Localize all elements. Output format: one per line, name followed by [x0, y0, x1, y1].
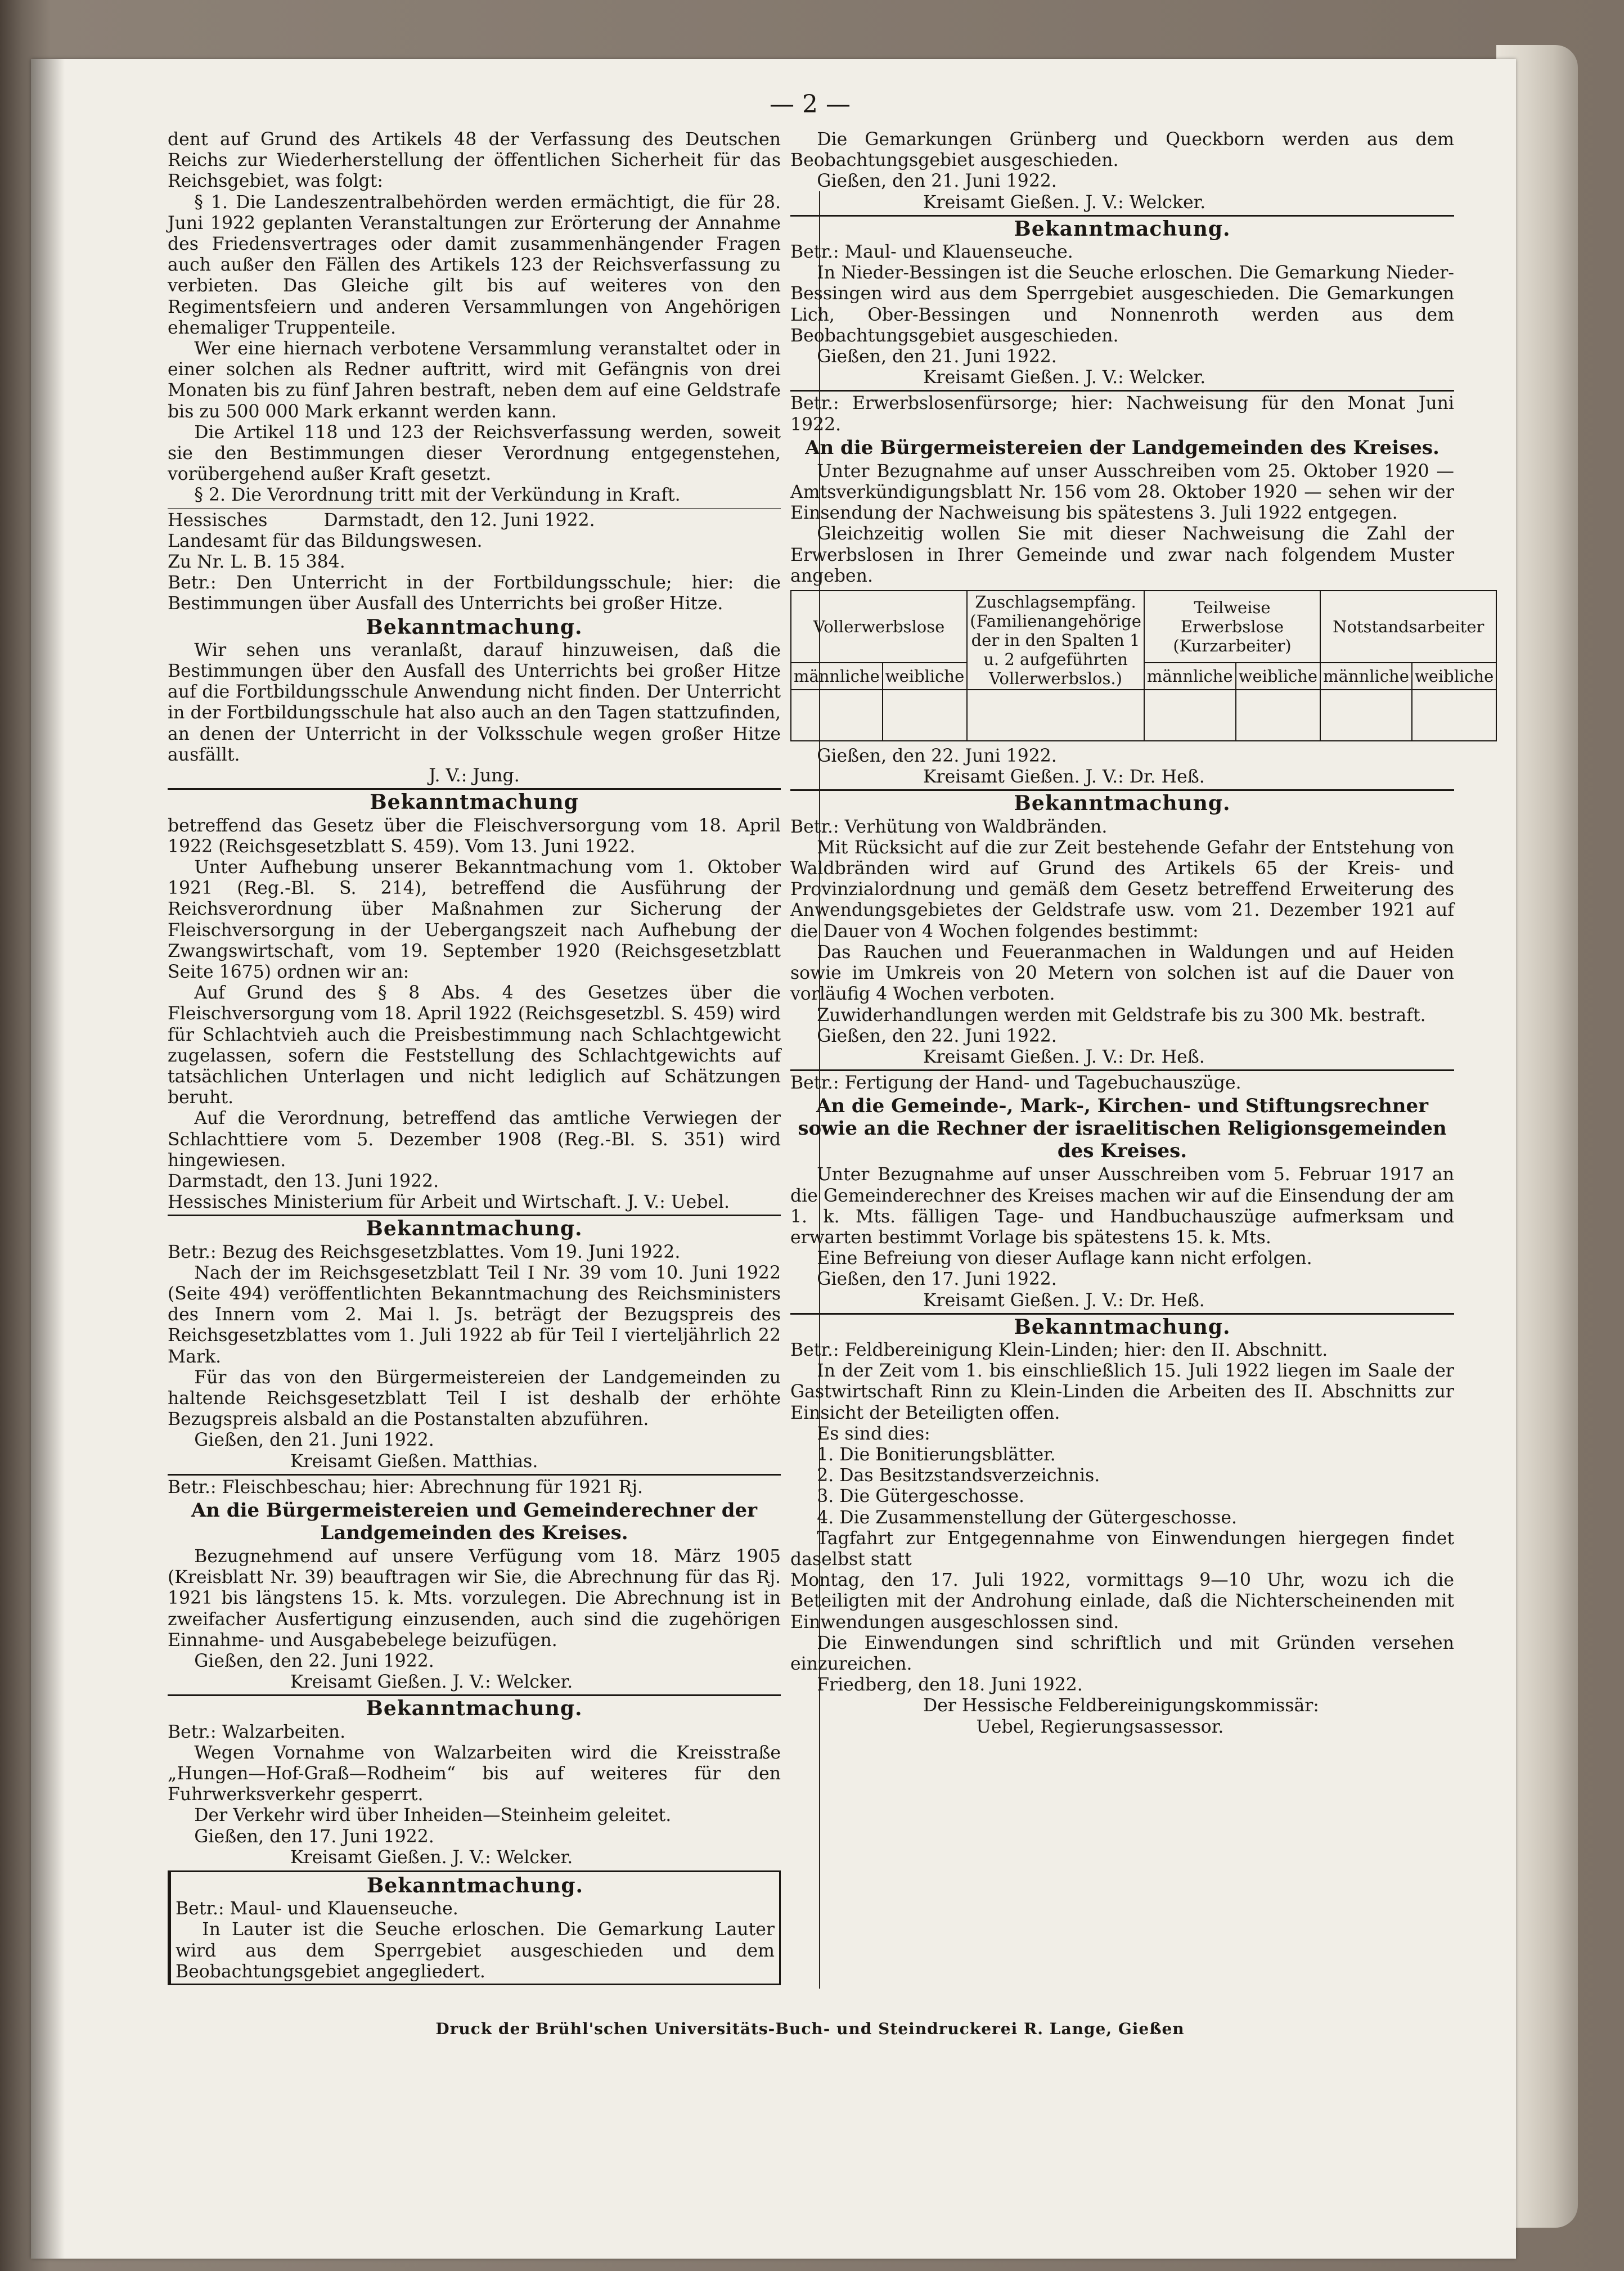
date-line: Gießen, den 21. Juni 1922.	[817, 347, 1057, 367]
section-heading: Bekanntmachung.	[366, 1697, 583, 1721]
signature: J. V.: Jung.	[429, 766, 520, 786]
rule	[790, 1313, 1454, 1315]
signature: Kreisamt Gießen. Matthias.	[290, 1451, 538, 1472]
paragraph: Tagfahrt zur Entgegennahme von Einwendungen hiergegen findet daselbst statt	[790, 1528, 1454, 1570]
date-line: Gießen, den 21. Juni 1922.	[817, 171, 1057, 192]
paragraph: § 1. Die Landeszentralbehörden werden ermächtigt, die für 28. Juni 1922 geplanten Veranstaltungen zur Erörterung der Annahme des Friedensvertrages oder damit zusammenhängender Fragen auch außer den Fällen des Artikels 123 der Reichsverfassung zu verbieten. Das Gleiche gilt bis auf weiteres von den Regimentsfeiern und anderen Versammlungen von Angehörigen ehemaliger Truppenteile.	[168, 192, 781, 338]
betr-line: Betr.: Erwerbslosenfürsorge; hier: Nachweisung für den Monat Juni 1922.	[790, 393, 1454, 435]
paragraph: Wir sehen uns veranlaßt, darauf hinzuweisen, daß die Bestimmungen über den Ausfall des Unterrichts bei großer Hitze auf die Fortbildungsschule Anwendung nicht finden. Der Unterricht in der Fortbildungsschule hat also auch an den Tagen stattzufinden, an denen der Unterricht in der Volksschule wegen großer Hitze ausfällt.	[168, 640, 781, 765]
boxed-notice	[168, 1870, 781, 1985]
signature: Kreisamt Gießen. J. V.: Welcker.	[290, 1847, 573, 1868]
rule	[790, 1069, 1454, 1071]
date-line: Gießen, den 22. Juni 1922.	[817, 1026, 1057, 1046]
table-cell	[1144, 690, 1236, 741]
paragraph: Gleichzeitig wollen Sie mit dieser Nachweisung die Zahl der Erwerbslosen in Ihrer Gemeinde und zwar nach folgendem Muster angeben.	[790, 524, 1454, 586]
signature: Kreisamt Gießen. J. V.: Dr. Heß.	[923, 1046, 1205, 1067]
rule	[168, 1694, 781, 1696]
paragraph: Das Rauchen und Feueranmachen in Waldungen und auf Heiden sowie im Umkreis von 20 Metern von solchen ist auf die Dauer von vorläufig 4 Wochen verboten.	[790, 942, 1454, 1005]
signature: Uebel, Regierungsassessor.	[976, 1716, 1224, 1737]
table-cell	[1320, 690, 1412, 741]
signature: Kreisamt Gießen. J. V.: Welcker.	[923, 367, 1206, 388]
rule	[790, 789, 1454, 791]
paragraph: § 2. Die Verordnung tritt mit der Verkündung in Kraft.	[194, 485, 681, 506]
paragraph: Montag, den 17. Juli 1922, vormittags 9—10 Uhr, wozu ich die Beteiligten mit der Androhung einlade, daß die Nichterscheinenden mit Einwendungen ausgeschlossen sind.	[790, 1570, 1454, 1633]
betr-line: Betr.: Den Unterricht in der Fortbildungsschule; hier: die Bestimmungen über Ausfall des Unterrichts bei großer Hitze.	[168, 573, 781, 614]
signature: Der Hessische Feldbereinigungskommissär:	[923, 1696, 1319, 1716]
signature: Kreisamt Gießen. J. V.: Welcker.	[290, 1672, 573, 1693]
rule	[790, 215, 1454, 217]
office-line: Landesamt für das Bildungswesen.	[168, 530, 483, 551]
betr-line: Betr.: Walzarbeiten.	[168, 1721, 346, 1742]
address-heading: An die Gemeinde-, Mark-, Kirchen- und Stiftungsrechner sowie an die Rechner der israelitischen Religionsgemeinden des Kreises.	[798, 1095, 1447, 1163]
table-header: Zuschlagsempfäng.(Familienangehörige der in den Spalten 1 u. 2 aufgeführten Vollerwerbslos.)	[967, 591, 1144, 690]
table-header: Vollerwerbslose	[791, 591, 967, 663]
rule	[168, 508, 781, 509]
list-item: 4. Die Zusammenstellung der Gütergeschosse.	[817, 1507, 1237, 1528]
paragraph: Auf die Verordnung, betreffend das amtliche Verwiegen der Schlachttiere vom 5. Dezember 1908 (Reg.-Bl. S. 351) wird hingewiesen.	[168, 1108, 781, 1171]
table-subheader: weibliche	[1412, 663, 1496, 690]
paragraph: In Nieder-Bessingen ist die Seuche erloschen. Die Gemarkung Nieder-Bessingen wird aus dem Sperrgebiet ausgeschieden. Die Gemarkungen Lich, Ober-Bessingen und Nonnenroth werden aus dem Beobachtungsgebiet ausgeschieden.	[790, 263, 1454, 346]
betr-line: Betr.: Bezug des Reichsgesetzblattes. Vom 19. Juni 1922.	[168, 1242, 681, 1262]
binding-shadow	[31, 59, 65, 2259]
sample-table	[790, 590, 1497, 741]
betr-line: Betr.: Feldbereinigung Klein-Linden; hier: den II. Abschnitt.	[790, 1339, 1328, 1360]
date-line: Friedberg, den 18. Juni 1922.	[817, 1675, 1083, 1696]
date-line: Gießen, den 21. Juni 1922.	[194, 1430, 434, 1451]
subtitle: betreffend das Gesetz über die Fleischversorgung vom 18. April 1922 (Reichsgesetzblatt S. 459). Vom 13. Juni 1922.	[168, 815, 781, 857]
table-header: Teilweise Erwerbslose (Kurzarbeiter)	[1144, 591, 1320, 663]
betr-line: Betr.: Fleischbeschau; hier: Abrechnung für 1921 Rj.	[168, 1477, 643, 1497]
section-heading: Bekanntmachung.	[366, 1874, 584, 1898]
left-column	[168, 129, 781, 1985]
paragraph: Unter Bezugnahme auf unser Ausschreiben vom 25. Oktober 1920 — Amtsverkündigungsblatt Nr. 156 vom 28. Oktober 1920 — sehen wir der Einsendung der Nachweisung bis spätestens 3. Juli 1922 entgegen.	[790, 461, 1454, 524]
paragraph: Mit Rücksicht auf die zur Zeit bestehende Gefahr der Entstehung von Waldbränden wird auf Grund des Artikels 65 der Kreis- und Provinzialordnung und gemäß dem Gesetz betreffend Erweiterung des Anwendungsgebietes der Geldstrafe usw. vom 21. Dezember 1921 auf die Dauer von 4 Wochen folgendes bestimmt:	[790, 837, 1454, 942]
paragraph: Nach der im Reichsgesetzblatt Teil I Nr. 39 vom 10. Juni 1922 (Seite 494) veröffentlichten Bekanntmachung des Reichsministers des Innern vom 2. Mai l. Js. beträgt der Bezugspreis des Reichsgesetzblattes vom 1. Juli 1922 ab für Teil I vierteljährlich 22 Mark.	[168, 1262, 781, 1367]
list-item: 1. Die Bonitierungsblätter.	[817, 1444, 1056, 1465]
betr-line: Betr.: Verhütung von Waldbränden.	[790, 816, 1108, 837]
paragraph: Eine Befreiung von dieser Auflage kann nicht erfolgen.	[817, 1248, 1312, 1269]
printer-imprint: Druck der Brühl'schen Universitäts-Buch- und Steindruckerei R. Lange, Gießen	[435, 2020, 1185, 2038]
table-subheader: männliche	[1320, 663, 1412, 690]
date-line: Gießen, den 22. Juni 1922.	[194, 1651, 434, 1672]
section-heading: Bekanntmachung.	[366, 615, 583, 639]
address-heading: An die Bürgermeistereien und Gemeinderechner der Landgemeinden des Kreises.	[191, 1499, 758, 1544]
rule	[168, 1474, 781, 1476]
table-header: Notstandsarbeiter	[1320, 591, 1496, 663]
paragraph: Unter Bezugnahme auf unser Ausschreiben vom 5. Februar 1917 an die Gemeinderechner des Kreises machen wir auf die Einsendung der am 1. k. Mts. fälligen Tage- und Handbuchauszüge aufmerksam und erwarten bestimmt Vorlage bis spätestens 15. k. Mts.	[790, 1164, 1454, 1248]
date-line: Darmstadt, den 13. Juni 1922.	[168, 1171, 439, 1191]
section-heading: Bekanntmachung.	[366, 1217, 583, 1241]
date-line: Gießen, den 22. Juni 1922.	[817, 746, 1057, 767]
betr-line: Betr.: Maul- und Klauenseuche.	[176, 1899, 458, 1919]
section-heading: Bekanntmachung.	[1014, 792, 1231, 816]
paragraph: Zuwiderhandlungen werden mit Geldstrafe bis zu 300 Mk. bestraft.	[817, 1005, 1426, 1026]
paragraph: Auf Grund des § 8 Abs. 4 des Gesetzes über die Fleischversorgung vom 18. April 1922 (Reichsgesetzbl. S. 459) wird für Schlachtvieh auch die Preisbestimmung nach Schlachtgewicht zugelassen, sofern die Feststellung des Schlachtgewichts auf tatsächlichen Unterlagen und nicht lediglich auf Schätzungen beruht.	[168, 983, 781, 1108]
paragraph: Bezugnehmend auf unsere Verfügung vom 18. März 1905 (Kreisblatt Nr. 39) beauftragen wir Sie, die Abrechnung für das Rj. 1921 bis längstens 15. k. Mts. vorzulegen. Die Abrechnung ist in zweifacher Ausfertigung einzusenden, auch sind die zugehörigen Einnahme- und Ausgabebelege beizufügen.	[168, 1546, 781, 1651]
rule	[168, 1215, 781, 1216]
paragraph: Der Verkehr wird über Inheiden—Steinheim geleitet.	[194, 1805, 672, 1826]
table-cell	[1236, 690, 1320, 741]
rule	[168, 788, 781, 790]
table-subheader: weibliche	[1236, 663, 1320, 690]
address-heading: An die Bürgermeistereien der Landgemeinden des Kreises.	[805, 436, 1439, 459]
table-cell	[883, 690, 967, 741]
list-item: 2. Das Besitzstandsverzeichnis.	[817, 1465, 1100, 1486]
paragraph: Wegen Vornahme von Walzarbeiten wird die Kreisstraße „Hungen—Hof-Graß—Rodheim“ bis auf weiteres für den Fuhrwerksverkehr gesperrt.	[168, 1742, 781, 1805]
date-line: Gießen, den 17. Juni 1922.	[817, 1269, 1057, 1290]
paragraph: Die Einwendungen sind schriftlich und mit Gründen versehen einzureichen.	[790, 1633, 1454, 1674]
list-item: 3. Die Gütergeschosse.	[817, 1486, 1024, 1507]
table-subheader: weibliche	[883, 663, 967, 690]
paragraph: In Lauter ist die Seuche erloschen. Die Gemarkung Lauter wird aus dem Sperrgebiet ausgeschieden und dem Beobachtungsgebiet angegliedert.	[176, 1919, 775, 1982]
paragraph: Für das von den Bürgermeistereien der Landgemeinden zu haltende Reichsgesetzblatt Teil I ist deshalb der erhöhte Bezugspreis alsbald an die Postanstalten abzuführen.	[168, 1367, 781, 1430]
table-cell	[791, 690, 883, 741]
section-heading: Bekanntmachung	[370, 790, 579, 815]
paragraph: Es sind dies:	[817, 1423, 930, 1444]
rule	[790, 390, 1454, 392]
table-subheader: männliche	[791, 663, 883, 690]
signature: Kreisamt Gießen. J. V.: Dr. Heß.	[923, 767, 1205, 788]
paragraph: In der Zeit vom 1. bis einschließlich 15. Juli 1922 liegen im Saale der Gastwirtschaft Rinn zu Klein-Linden die Arbeiten des II. Abschnitts zur Einsicht der Beteiligten offen.	[790, 1361, 1454, 1423]
date-line: Gießen, den 17. Juni 1922.	[194, 1826, 434, 1847]
betr-line: Betr.: Maul- und Klauenseuche.	[790, 242, 1073, 263]
paragraph: Unter Aufhebung unserer Bekanntmachung vom 1. Oktober 1921 (Reg.-Bl. S. 214), betreffend die Ausführung der Reichsverordnung über Maßnahmen zur Sicherung der Fleischversorgung in der Uebergangszeit nach Aufhebung der Zwangswirtschaft, vom 19. September 1920 (Reichsgesetzblatt Seite 1675) ordnen wir an:	[168, 857, 781, 982]
table-cell	[967, 690, 1144, 741]
page-number: — 2 —	[770, 90, 851, 119]
paragraph: Wer eine hiernach verbotene Versammlung veranstaltet oder in einer solchen als Redner auftritt, wird mit Gefängnis von drei Monaten bis zu fünf Jahren bestraft, neben dem auf eine Geldstrafe bis zu 500 000 Mark erkannt werden kann.	[168, 339, 781, 422]
signature: Kreisamt Gießen. J. V.: Welcker.	[923, 192, 1206, 213]
table-cell	[1412, 690, 1496, 741]
betr-line: Betr.: Fertigung der Hand- und Tagebuchauszüge.	[790, 1073, 1241, 1094]
paragraph: Die Gemarkungen Grünberg und Queckborn werden aus dem Beobachtungsgebiet ausgeschieden.	[790, 129, 1454, 171]
paragraph: Die Artikel 118 und 123 der Reichsverfassung werden, soweit sie den Bestimmungen dieser Verordnung entgegenstehen, vorübergehend außer Kraft gesetzt.	[168, 422, 781, 485]
section-heading: Bekanntmachung.	[1014, 217, 1231, 241]
section-heading: Bekanntmachung.	[1014, 1315, 1231, 1339]
signature: Hessisches Ministerium für Arbeit und Wirtschaft. J. V.: Uebel.	[168, 1192, 730, 1213]
right-column	[790, 129, 1494, 1738]
signature: Kreisamt Gießen. J. V.: Dr. Heß.	[923, 1290, 1205, 1311]
reference: Zu Nr. L. B. 15 384.	[168, 552, 345, 573]
place-date: Hessisches Darmstadt, den 12. Juni 1922.	[168, 510, 595, 530]
table-subheader: männliche	[1144, 663, 1236, 690]
intro-text: dent auf Grund des Artikels 48 der Verfassung des Deutschen Reichs zur Wiederherstellung der öffentlichen Sicherheit für das Reichsgebiet, was folgt:	[168, 129, 781, 192]
